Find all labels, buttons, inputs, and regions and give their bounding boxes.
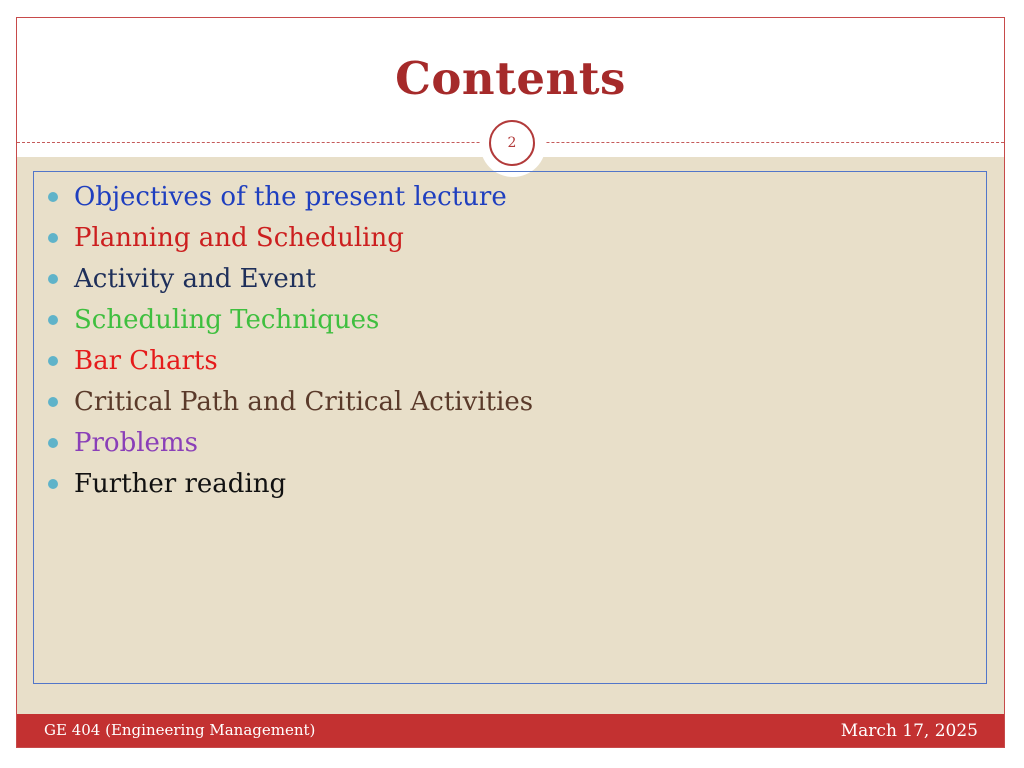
bullet-icon xyxy=(48,274,58,284)
bullet-icon xyxy=(48,233,58,243)
list-item xyxy=(48,340,533,381)
list-item xyxy=(48,258,533,299)
list-item-text: Further reading xyxy=(74,468,287,499)
list-item xyxy=(48,422,533,463)
list-item-text: Bar Charts xyxy=(74,345,218,376)
list-item-text: Planning and Scheduling xyxy=(74,222,404,253)
content-box xyxy=(33,171,987,684)
footer-date: March 17, 2025 xyxy=(840,721,978,741)
list-item-text: Scheduling Techniques xyxy=(74,304,380,335)
page-number: 2 xyxy=(489,120,535,166)
bullet-icon xyxy=(48,192,58,202)
slide-title: Contents xyxy=(395,52,626,105)
bullet-icon xyxy=(48,438,58,448)
list-item-text: Critical Path and Critical Activities xyxy=(74,386,534,417)
list-item-text: Activity and Event xyxy=(74,263,316,294)
bullet-icon xyxy=(48,479,58,489)
list-item-text: Problems xyxy=(74,427,198,458)
footer-course-name: GE 404 (Engineering Management) xyxy=(44,721,316,739)
slide xyxy=(16,17,1005,748)
list-item xyxy=(48,381,533,422)
bullet-icon xyxy=(48,397,58,407)
slide-footer xyxy=(17,714,1004,747)
contents-list xyxy=(48,176,533,504)
list-item xyxy=(48,463,533,504)
list-item xyxy=(48,217,533,258)
bullet-icon xyxy=(48,356,58,366)
page-number-badge xyxy=(480,111,546,177)
list-item-text: Objectives of the present lecture xyxy=(74,181,507,212)
list-item xyxy=(48,176,533,217)
bullet-icon xyxy=(48,315,58,325)
list-item xyxy=(48,299,533,340)
